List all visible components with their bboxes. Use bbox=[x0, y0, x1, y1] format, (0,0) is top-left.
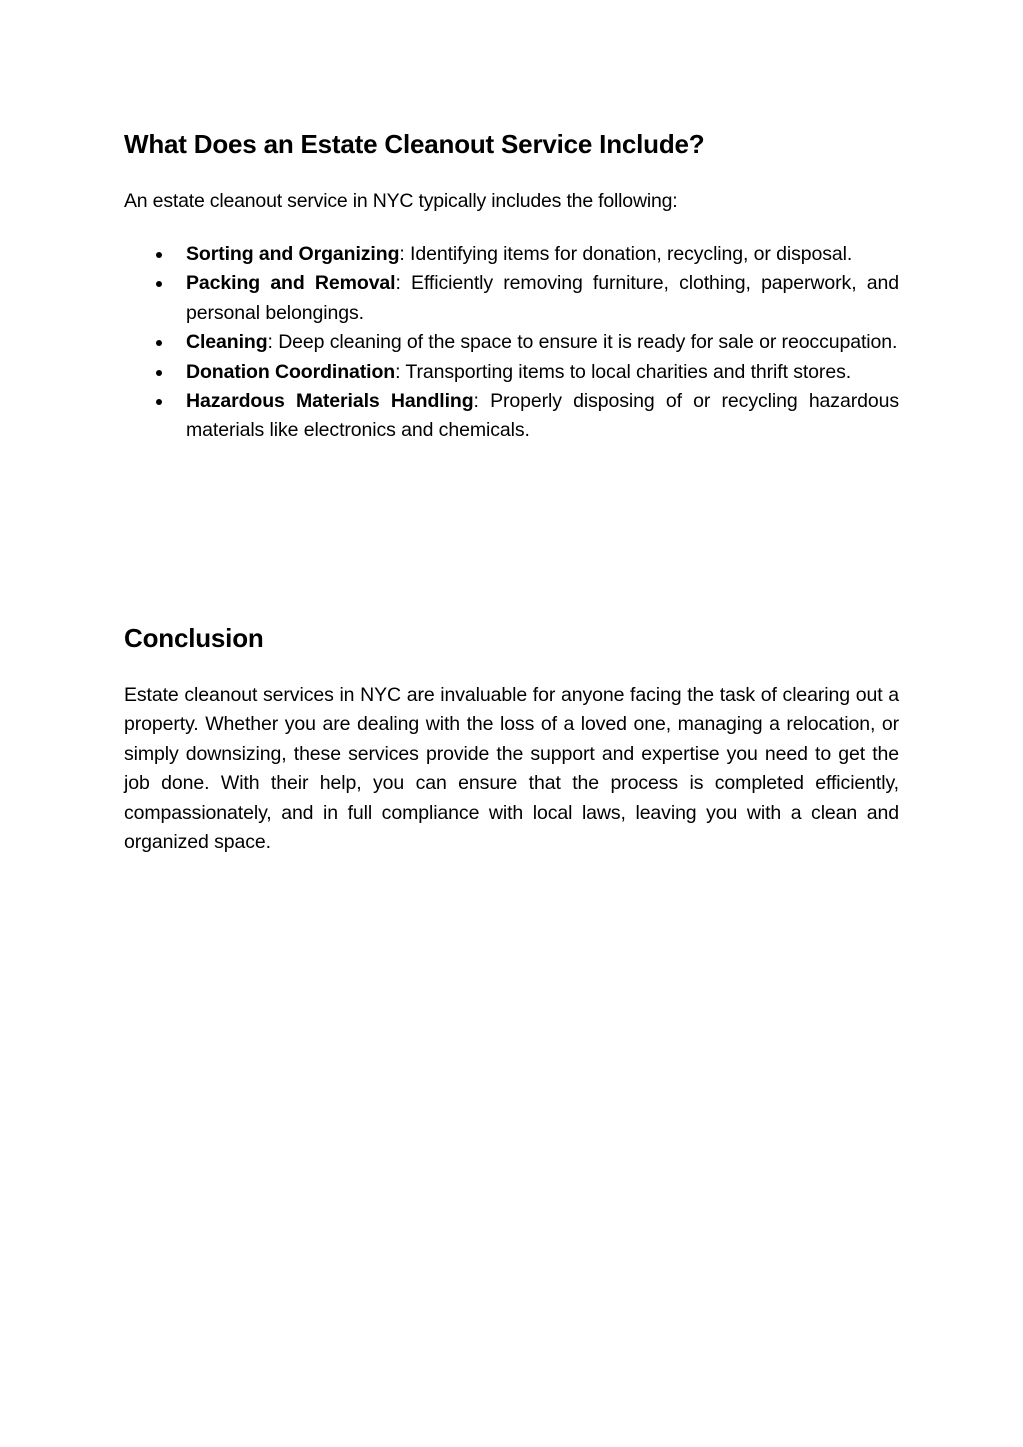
item-separator: : bbox=[395, 360, 401, 383]
item-term: Hazardous Materials Handling bbox=[186, 390, 474, 413]
item-description: Properly disposing of or recycling hazardous materials like electronics and chemicals. bbox=[186, 390, 899, 442]
bullet-icon bbox=[156, 399, 162, 405]
bullet-icon bbox=[156, 281, 162, 287]
bullet-icon bbox=[156, 370, 162, 376]
item-separator: : bbox=[395, 272, 401, 295]
item-term: Packing and Removal bbox=[186, 272, 396, 295]
item-separator: : bbox=[473, 390, 479, 413]
item-term: Cleaning bbox=[186, 331, 268, 354]
bullet-icon bbox=[156, 252, 162, 258]
conclusion-paragraph: Estate cleanout services in NYC are invaluable for anyone facing the task of clearing out a property. Whether you are dealing with the loss of a loved one, managing a relocation, or simply downsizing, these services provide the support and expertise you need to get the job done. With their help, you can ensure that the process is completed efficiently, compassionately, and in full compliance with local laws, leaving you with a clean and organized space. bbox=[124, 684, 899, 854]
item-term: Sorting and Organizing bbox=[186, 243, 400, 265]
intro-text: An estate cleanout service in NYC typically includes the following: bbox=[124, 190, 678, 212]
list-item bbox=[124, 240, 899, 269]
item-description: Efficiently removing furniture, clothing, paperwork, and personal belongings. bbox=[186, 272, 899, 324]
item-separator: : bbox=[267, 331, 273, 354]
item-term: Donation Coordination bbox=[186, 360, 396, 383]
list-item bbox=[124, 328, 899, 357]
list-item bbox=[124, 269, 899, 328]
item-separator: : bbox=[399, 243, 405, 265]
item-description: Deep cleaning of the space to ensure it is ready for sale or reoccupation. bbox=[272, 331, 898, 354]
section-heading-conclusion: Conclusion bbox=[124, 623, 264, 653]
bullet-icon bbox=[156, 340, 162, 346]
services-list bbox=[124, 240, 899, 446]
item-description: Identifying items for donation, recycling, or disposal. bbox=[404, 243, 853, 265]
section-heading-includes: What Does an Estate Cleanout Service Include? bbox=[124, 129, 705, 159]
list-item bbox=[124, 358, 899, 387]
list-item bbox=[124, 387, 899, 446]
item-description: Transporting items to local charities and thrift stores. bbox=[400, 360, 852, 383]
